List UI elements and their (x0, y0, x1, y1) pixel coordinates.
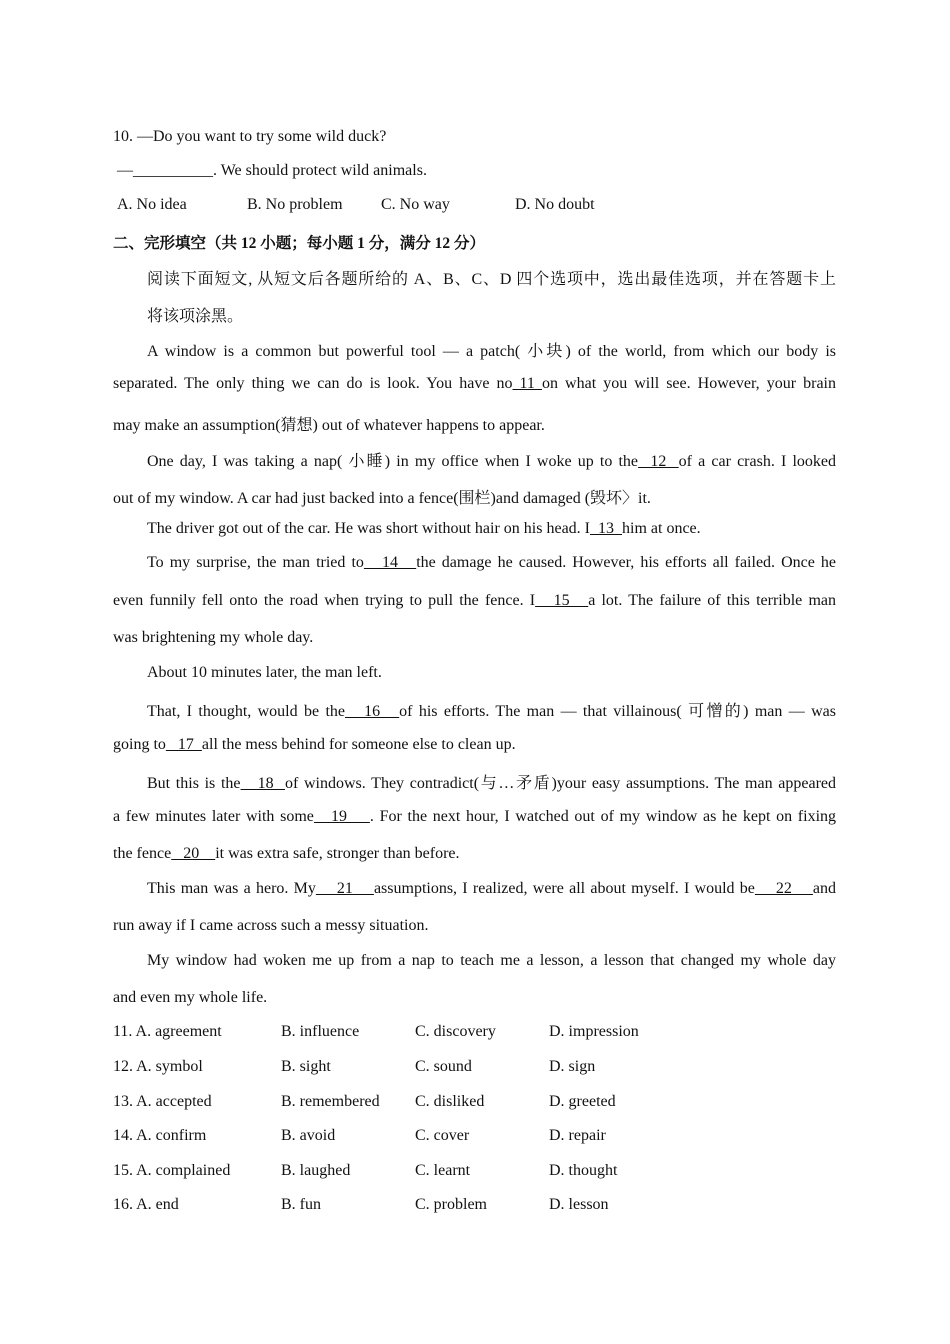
choice-12-d: D. sign (549, 1058, 596, 1075)
passage-p1-line2 (113, 375, 836, 393)
passage-p8-line1 (147, 880, 836, 898)
q10-option-c: C. No way (381, 196, 450, 213)
choice-15-b: B. laughed (281, 1162, 351, 1179)
section-instruction: 阅读下面短文, 从短文后各题所给的 A、B、C、D 四个选项中，选出最佳选项，并在答题卡上 (147, 271, 836, 288)
passage-text: it was extra safe, stronger than before. (215, 845, 460, 862)
passage-text: of a car crash. I looked (678, 453, 837, 470)
q10-option-a: A. No idea (117, 196, 187, 213)
passage-p7-line2 (113, 808, 836, 826)
passage-text: on what you will see. However, your brain (541, 375, 836, 392)
blank-17: 17 (165, 736, 202, 753)
choice-16-d: D. lesson (549, 1196, 609, 1213)
passage-text: him at once. (622, 520, 701, 537)
passage-text: even funnily fell onto the road when trying to pull the fence. I (113, 592, 536, 609)
choice-11-b: B. influence (281, 1023, 360, 1040)
choice-13-b: B. remembered (281, 1093, 380, 1110)
passage-p2-line1 (147, 448, 836, 471)
passage-text: the damage he caused. However, his efforts all failed. Once he (416, 554, 836, 571)
passage-text: That, I thought, would be the (147, 703, 345, 720)
passage-p1-line1: A window is a common but powerful tool — a patch( 小块) of the world, from which our body is (147, 343, 836, 360)
choice-15-a: 15. A. complained (113, 1162, 231, 1179)
q10-question: 10. —Do you want to try some wild duck? (113, 128, 387, 145)
passage-p9-line1: My window had woken me up from a nap to teach me a lesson, a lesson that changed my whole day (147, 952, 836, 969)
choice-16-c: C. problem (415, 1196, 487, 1213)
blank-19: 19 (313, 808, 370, 825)
q10-answer-blank: __________ (133, 162, 213, 179)
passage-text: One day, I was taking a nap( 小睡) in my office when I woke up to the (147, 453, 639, 470)
choice-16-a: 16. A. end (113, 1196, 179, 1213)
passage-text: the fence (113, 845, 172, 862)
choice-12-b: B. sight (281, 1058, 331, 1075)
choice-15-d: D. thought (549, 1162, 618, 1179)
passage-text: and (812, 880, 837, 897)
passage-p5: About 10 minutes later, the man left. (147, 664, 382, 681)
passage-text: But this is the (147, 775, 241, 792)
passage-text: separated. The only thing we can do is look. You have no (113, 375, 513, 392)
blank-11: 11 (512, 375, 542, 392)
choice-13-d: D. greeted (549, 1093, 616, 1110)
choice-15-c: C. learnt (415, 1162, 471, 1179)
choice-11-c: C. discovery (415, 1023, 496, 1040)
choice-11-a: 11. A. agreement (113, 1023, 222, 1040)
choice-12-a: 12. A. symbol (113, 1058, 203, 1075)
choice-13-a: 13. A. accepted (113, 1093, 212, 1110)
passage-p2-line2: out of my window. A car had just backed into a fence(围栏)and damaged (毁坏〉it. (113, 490, 651, 507)
passage-text: The driver got out of the car. He was short without hair on his head. I (147, 520, 590, 537)
choice-14-d: D. repair (549, 1127, 606, 1144)
passage-text: going to (113, 736, 166, 753)
choice-12-c: C. sound (415, 1058, 472, 1075)
blank-12: 12 (638, 453, 679, 470)
choice-16-b: B. fun (281, 1196, 321, 1213)
passage-text: a few minutes later with some (113, 808, 314, 825)
q10-option-b: B. No problem (247, 196, 343, 213)
passage-p7-line1 (147, 770, 836, 793)
choice-14-a: 14. A. confirm (113, 1127, 207, 1144)
blank-13: 13 (590, 520, 622, 537)
section-instruction-cont: 将该项涂黑。 (147, 308, 244, 325)
passage-text: assumptions, I realized, were all about myself. I would be (373, 880, 755, 897)
blank-15: 15 (535, 592, 589, 609)
passage-text: . For the next hour, I watched out of my window as he kept on fixing (369, 808, 837, 825)
passage-p4-line3: was brightening my whole day. (113, 629, 314, 646)
passage-p4-line2 (113, 592, 836, 610)
choice-11-d: D. impression (549, 1023, 639, 1040)
passage-text: a lot. The failure of this terrible man (588, 592, 837, 609)
section-heading: 二、完形填空（共 12 小题；每小题 1 分，满分 12 分） (113, 235, 486, 252)
passage-p3 (147, 520, 701, 538)
choice-14-b: B. avoid (281, 1127, 336, 1144)
passage-p9-line2: and even my whole life. (113, 989, 268, 1006)
passage-p7-line3 (113, 845, 460, 863)
blank-20: 20 (171, 845, 216, 862)
passage-text: all the mess behind for someone else to clean up. (201, 736, 516, 753)
passage-text: To my surprise, the man tried to (147, 554, 364, 571)
blank-16: 16 (345, 703, 400, 720)
blank-22: 22 (754, 880, 813, 897)
passage-p1-line3: may make an assumption(猜想) out of whatever happens to appear. (113, 417, 545, 434)
blank-21: 21 (315, 880, 374, 897)
blank-14: 14 (363, 554, 417, 571)
blank-18: 18 (240, 775, 285, 792)
q10-answer-text: . We should protect wild animals. (213, 162, 427, 179)
passage-p4-line1 (147, 554, 836, 572)
passage-text: of his efforts. The man — that villainous( 可憎的) man — was (399, 703, 837, 720)
passage-text: of windows. They contradict(与…矛盾)your easy assumptions. The man appeared (284, 775, 837, 792)
q10-option-d: D. No doubt (515, 196, 595, 213)
passage-p6-line2 (113, 736, 516, 754)
choice-14-c: C. cover (415, 1127, 470, 1144)
choice-13-c: C. disliked (415, 1093, 485, 1110)
q10-answer-dash: — (117, 162, 133, 179)
passage-p8-line2: run away if I came across such a messy situation. (113, 917, 429, 934)
q10-answer-line (117, 162, 427, 180)
passage-text: This man was a hero. My (147, 880, 316, 897)
passage-p6-line1 (147, 698, 836, 721)
